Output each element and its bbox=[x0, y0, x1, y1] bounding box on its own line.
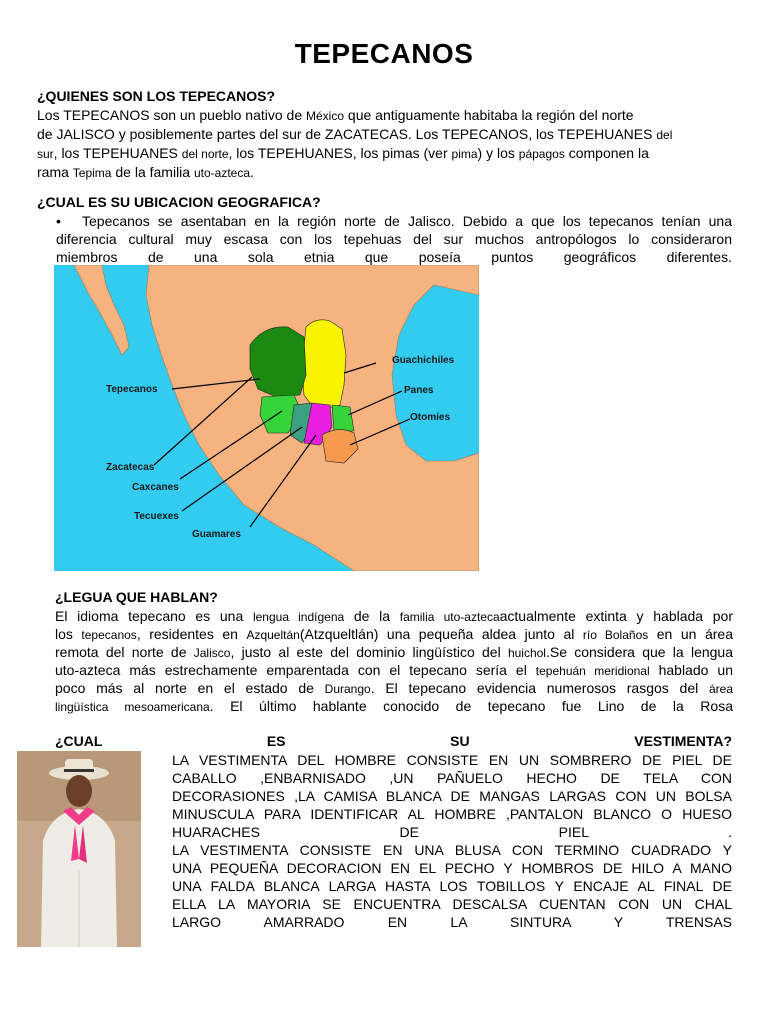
label-guachichiles: Guachichiles bbox=[392, 355, 455, 366]
section-who-text: Los TEPECANOS son un pueblo nativo de México que antiguamente habitaba la región del norte de JALISCO y posiblemente partes del sur de ZACATECAS. Los TEPECANOS, los TEPEHUANES del sur, los TEPEHUANES del norte, los TEPEHUANES, los pimas (ver pima) y los pápagos componen la rama Tepima de la familia uto-azteca. bbox=[37, 107, 673, 180]
map-region-guachichiles bbox=[302, 320, 346, 411]
section-clothing-text: LA VESTIMENTA DEL HOMBRE CONSISTE EN UN SOMBRERO DE PIEL DE CABALLO ,ENBARNISADO ,UN PAÑUELO HECHO DE TELA CON DECORASIONES ,LA CAMISA BLANCA DE MANGAS LARGAS CON UN BOLSA MINUSCULA PARA IDENTIFICAR AL HOMBRE ,PANTALON BLANCO O HUESO HUARACHES DE PIEL . LA VESTIMENTA CONSISTE EN UNA BLUSA CON TERMINO CUADRADO Y UNA PEQUEÑA DECORACION EN EL PECHO Y HOMBROS DE HILO A MANO UNA FALDA BLANCA LARGA HASTA LOS TOBILLOS Y ENCAJE AL FINAL DE ELLA LA MAYORIA SE ENCUENTRA DESCALSA CUENTAN CON UN CHAL LARGO AMARRADO EN LA SINTURA Y TRENSAS bbox=[172, 752, 732, 930]
label-tepecanos: Tepecanos bbox=[106, 384, 158, 395]
section-location-text: • Tepecanos se asentaban en la región norte de Jalisco. Debido a que los tepecanos tenían una diferencia cultural muy escasa con los tepehuas del sur muchos antropólogos lo consideraron miembros de una sola etnia que poseía puntos geográficos diferentes. bbox=[56, 213, 732, 265]
section-language-text: El idioma tepecano es una lengua indígena de la familia uto-aztecaactualmente extinta y hablada por los tepecanos, residentes en Azqueltán(Atzqueltlán) una pequeña aldea junto al río Bolaños en un área remota del norte de Jalisco, justo al este del dominio lingüístico del huichol.Se considera que la lengua uto-azteca más estrechamente emparentada con el tepecano sería el tepehuán meridional hablado un poco más al norte en el estado de Durango. El tepecano evidencia numerosos rasgos del área lingüística mesoamericana. El último hablante conocido de tepecano fue Lino de la Rosa bbox=[55, 608, 734, 714]
heading-location: ¿CUAL ES SU UBICACION GEOGRAFICA? bbox=[37, 194, 321, 210]
bullet: • bbox=[56, 213, 61, 229]
label-caxcanes: Caxcanes bbox=[132, 482, 179, 493]
label-guamares: Guamares bbox=[192, 529, 241, 540]
label-otomies: Otomíes bbox=[410, 412, 451, 423]
heading-who: ¿QUIENES SON LOS TEPECANOS? bbox=[37, 88, 276, 104]
ethnic-groups-map bbox=[54, 265, 479, 571]
label-tecuexes: Tecuexes bbox=[134, 511, 179, 522]
label-zacatecas: Zacatecas bbox=[106, 462, 155, 473]
label-panes: Panes bbox=[404, 385, 434, 396]
heading-language: ¿LEGUA QUE HABLAN? bbox=[55, 589, 218, 605]
tepecano-man-photo bbox=[17, 751, 141, 947]
map-region-tepecanos bbox=[250, 327, 306, 397]
heading-clothing: ¿CUAL ES SU VESTIMENTA? bbox=[55, 733, 732, 749]
document-title: TEPECANOS bbox=[294, 38, 474, 69]
